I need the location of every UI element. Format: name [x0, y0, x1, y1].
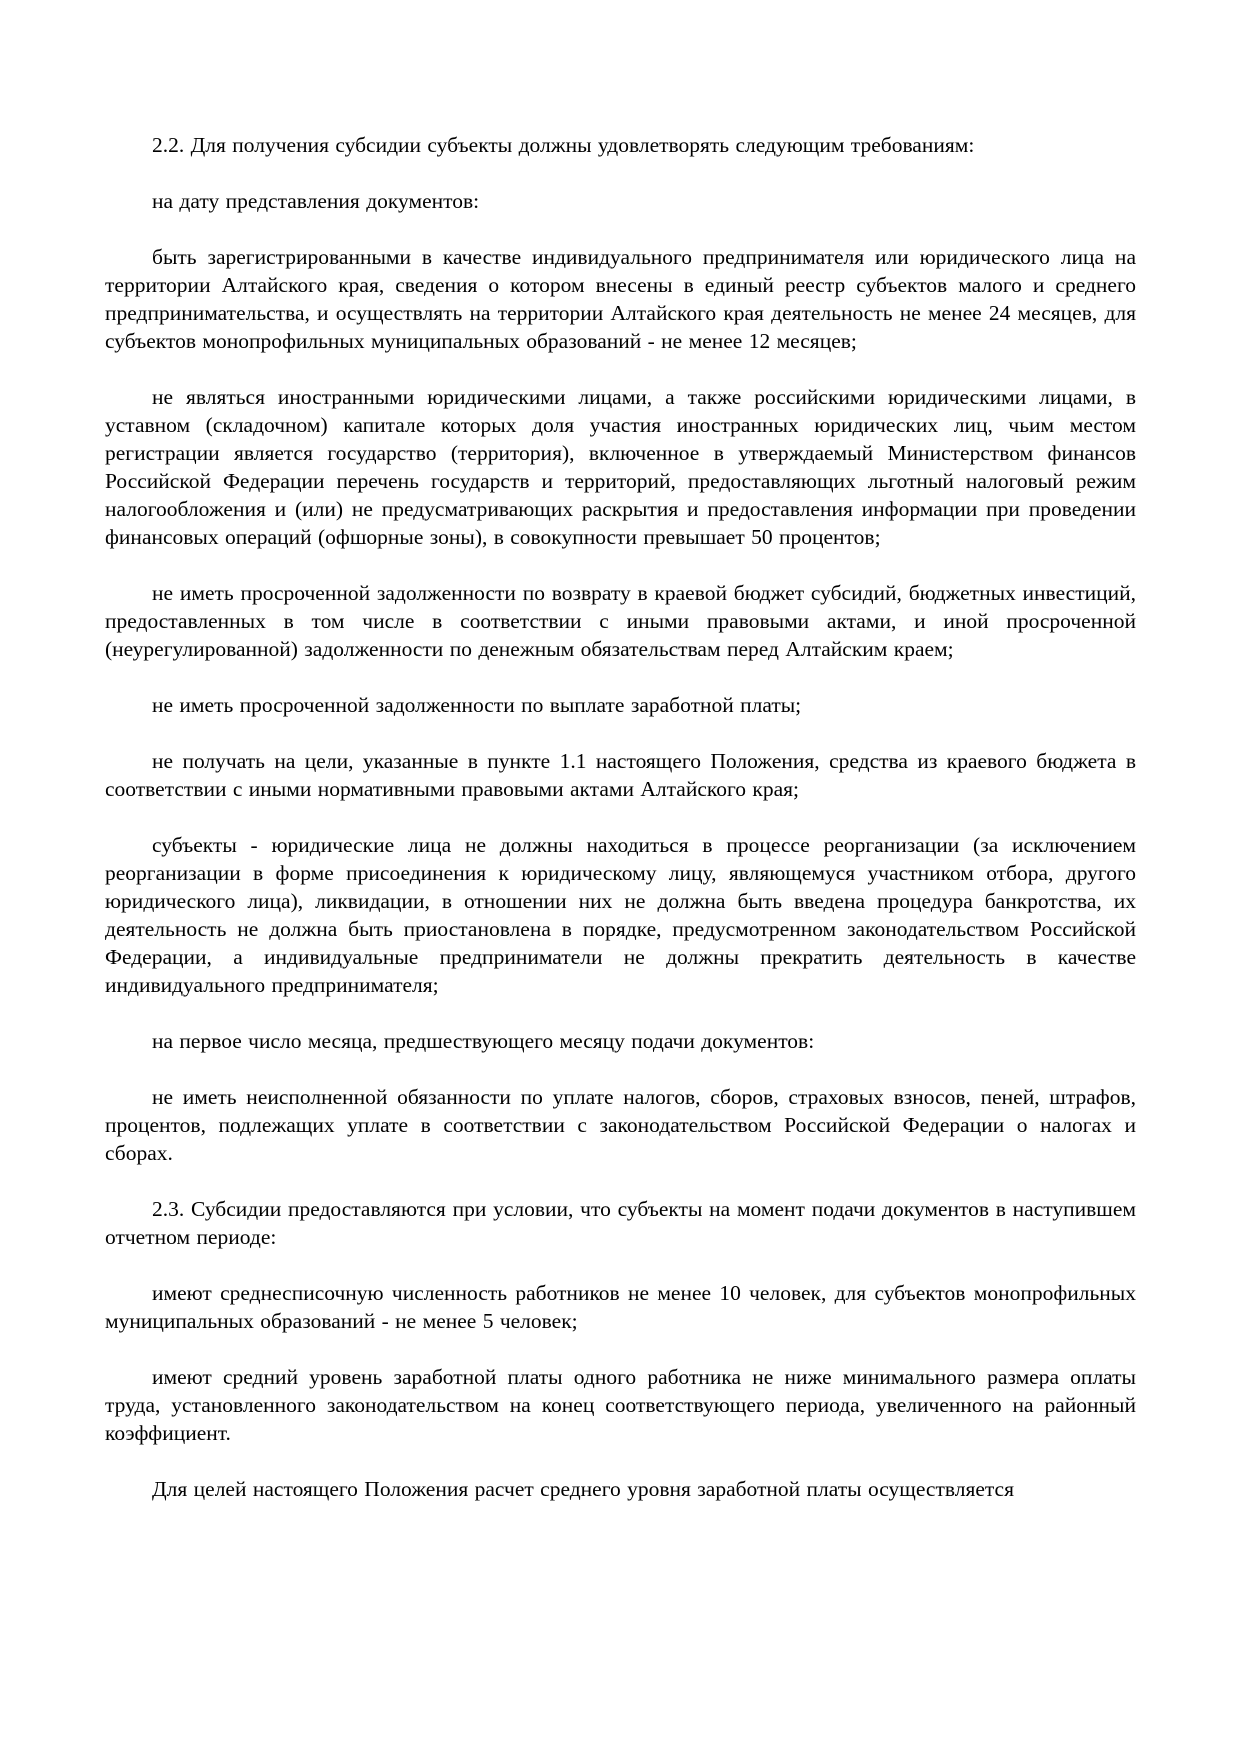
paragraph-no-unpaid-taxes: не иметь неисполненной обязанности по уплате налогов, сборов, страховых взносов, пеней, штрафов, процентов, подлежащих уплате в соответствии с законодательством Российской Федерации о налогах и сборах.	[105, 1085, 1136, 1165]
paragraph-on-date-of-submission: на дату представления документов:	[152, 189, 480, 213]
paragraph-no-reorganization-bankruptcy: субъекты - юридические лица не должны находиться в процессе реорганизации (за исключением реорганизации в форме присоединения к юридическому лицу, являющемуся участником отбора, другого юридического лица), ликвидации, в отношении них не должна быть введена процедура банкротства, их деятельность не должна быть приостановлена в порядке, предусмотренном законодательством Российской Федерации, а индивидуальные предприниматели не должны прекратить деятельность в качестве индивидуального предпринимателя;	[105, 833, 1136, 997]
paragraph-clause-2-3: 2.3. Субсидии предоставляются при условии, что субъекты на момент подачи документов в наступившем отчетном периоде:	[105, 1197, 1136, 1249]
paragraph-wage-calculation-note: Для целей настоящего Положения расчет среднего уровня заработной платы осуществляется	[152, 1477, 1014, 1501]
paragraph-no-other-budget-funding: не получать на цели, указанные в пункте 1.1 настоящего Положения, средства из краевого бюджета в соответствии с иными нормативными правовыми актами Алтайского края;	[105, 749, 1136, 801]
paragraph-average-wage-requirement: имеют средний уровень заработной платы одного работника не ниже минимального размера оплаты труда, установленного законодательством на конец соответствующего периода, увеличенного на районный коэффициент.	[105, 1365, 1136, 1445]
paragraph-foreign-entities-restriction: не являться иностранными юридическими лицами, а также российскими юридическими лицами, в уставном (складочном) капитале которых доля участия иностранных юридических лиц, чьим местом регистрации является государство (территория), включенное в утверждаемый Министерством финансов Российской Федерации перечень государств и территорий, предоставляющих льготный налоговый режим налогообложения и (или) не предусматривающих раскрытия и предоставления информации при проведении финансовых операций (офшорные зоны), в совокупности превышает 50 процентов;	[105, 385, 1136, 549]
paragraph-clause-2-2: 2.2. Для получения субсидии субъекты должны удовлетворять следующим требованиям:	[152, 133, 975, 157]
paragraph-registration-requirement: быть зарегистрированными в качестве индивидуального предпринимателя или юридического лица на территории Алтайского края, сведения о котором внесены в единый реестр субъектов малого и среднего предпринимательства, и осуществлять на территории Алтайского края деятельность не менее 24 месяцев, для субъектов монопрофильных муниципальных образований - не менее 12 месяцев;	[105, 245, 1136, 353]
paragraph-average-headcount-requirement: имеют среднесписочную численность работников не менее 10 человек, для субъектов монопрофильных муниципальных образований - не менее 5 человек;	[105, 1281, 1136, 1333]
paragraph-first-day-of-month: на первое число месяца, предшествующего месяцу подачи документов:	[152, 1029, 815, 1053]
paragraph-no-overdue-wage-debt: не иметь просроченной задолженности по выплате заработной платы;	[152, 693, 802, 717]
paragraph-no-overdue-budget-debt: не иметь просроченной задолженности по возврату в краевой бюджет субсидий, бюджетных инвестиций, предоставленных в том числе в соответствии с иными правовыми актами, и иной просроченной (неурегулированной) задолженности по денежным обязательствам перед Алтайским краем;	[105, 581, 1136, 661]
